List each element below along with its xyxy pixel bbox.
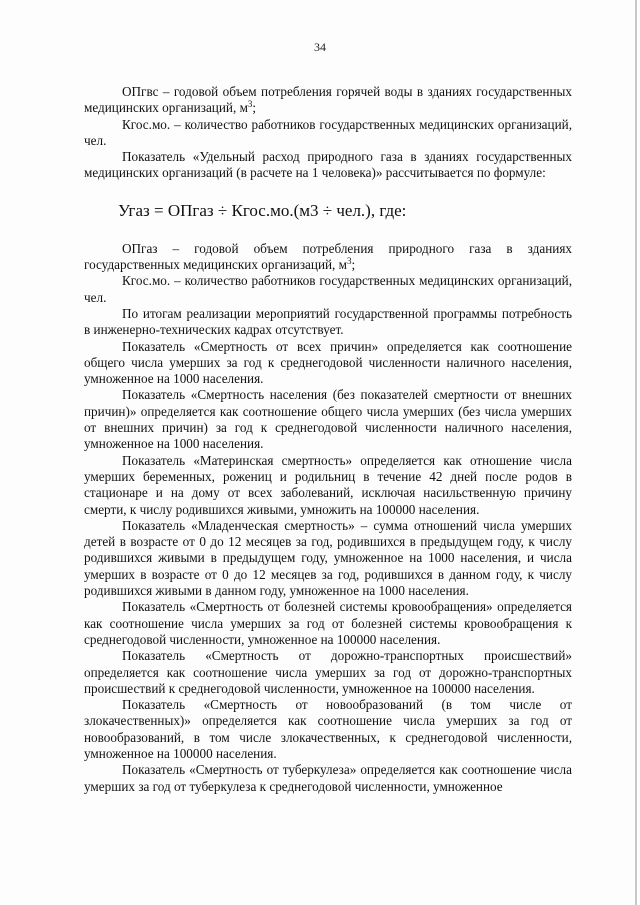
document-body	[84, 84, 572, 795]
paragraph-text: ОПгаз – годовой объем потребления природного газа в зданиях государственных медицинских организаций, м	[84, 240, 572, 273]
paragraph: Показатель «Младенческая смертность» – сумма отношений числа умерших детей в возрасте от 0 до 12 месяцев за год, родившихся в предыдущем году, к числу родившихся живыми в предыдущем году, умноженное на 1000 населения, и числа умерших в возрасте от 0 до 12 месяцев за год, родившихся в данном году, к числу родившихся живыми в данном году, умноженное на 1000 населения.	[84, 517, 572, 599]
paragraph: Показатель «Смертность от болезней системы кровообращения» определяется как соотношение числа умерших за год от болезней системы кровообращения к среднегодовой численности, умноженное на 100000 населения.	[84, 599, 572, 647]
paragraph-suffix: ;	[351, 257, 356, 273]
formula: Угаз = ОПгаз ÷ Кгос.мо.(м3 ÷ чел.), где:	[118, 200, 407, 220]
paragraph-text: ОПгвс – годовой объем потребления горячей воды в зданиях государственных медицинских организаций, м	[84, 84, 572, 116]
paragraph	[84, 241, 572, 274]
paragraph: Показатель «Удельный расход природного газа в зданиях государственных медицинских организаций (в расчете на 1 человека)» рассчитывается по формуле:	[84, 149, 572, 181]
paragraph: Кгос.мо. – количество работников государственных медицинских организаций, чел.	[84, 116, 572, 148]
paragraph	[84, 84, 572, 117]
paragraph: Показатель «Смертность населения (без показателей смертности от внешних причин)» определяется как соотношение общего числа умерших (без числа умерших от внешних причин) за год к среднегодовой численности наличного населения, умноженное на 1000 населения.	[84, 387, 572, 452]
paragraph: Показатель «Материнская смертность» определяется как отношение числа умерших беременных, рожениц и родильниц в течение 42 дней после родов в стационаре и на дому от всех заболеваний, исключая насильственную причину смерти, к числу родившихся живыми, умножить на 100000 населения.	[84, 452, 572, 517]
paragraph: Показатель «Смертность от всех причин» определяется как соотношение общего числа умерших за год к среднегодовой численности наличного населения, умноженное на 1000 населения.	[84, 338, 572, 387]
paragraph: Показатель «Смертность от дорожно-транспортных происшествий» определяется как соотношение числа умерших за год от дорожно-транспортных происшествий к среднегодовой численности, умноженное на 100000 населения.	[84, 648, 572, 696]
superscript: 3	[347, 256, 352, 267]
paragraph: По итогам реализации мероприятий государственной программы потребность в инженерно-технических кадрах отсутствует.	[84, 305, 572, 338]
paragraph: Кгос.мо. – количество работников государственных медицинских организаций, чел.	[84, 273, 572, 305]
paragraph: Показатель «Смертность от новообразований (в том числе от злокачественных)» определяется как соотношение числа умерших за год от новообразований, в том числе злокачественных, к среднегодовой численности, умноженное на 100000 населения.	[84, 697, 572, 761]
paragraph: Показатель «Смертность от туберкулеза» определяется как соотношение числа умерших за год от туберкулеза к среднегодовой численности, умноженное	[84, 762, 572, 794]
page-number: 34	[314, 40, 326, 54]
paragraph-suffix: ;	[252, 100, 257, 116]
superscript: 3	[247, 99, 253, 110]
page-edge-shadow	[635, 0, 637, 905]
